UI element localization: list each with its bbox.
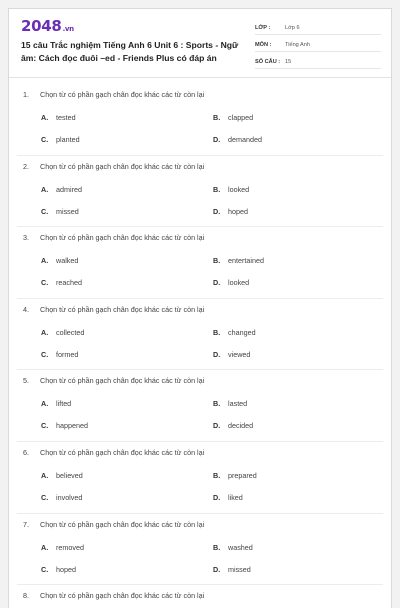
question-prompt: [23, 376, 204, 385]
option-d[interactable]: D. viewed: [213, 349, 251, 359]
question-prompt: [23, 520, 204, 529]
meta-label: MÔN :: [255, 42, 272, 48]
option-a[interactable]: A. admired: [41, 184, 82, 194]
question-text: Chọn từ có phần gạch chân đọc khác các từ còn lại: [40, 376, 205, 386]
worksheet-page: [8, 8, 392, 608]
question-text: Chọn từ có phần gạch chân đọc khác các từ còn lại: [40, 447, 205, 457]
meta-value: Tiếng Anh: [285, 42, 310, 48]
question-number: 1.: [23, 90, 29, 99]
meta-label: LỚP :: [255, 25, 271, 31]
worksheet-header: [9, 9, 391, 78]
meta-row-grade: [255, 18, 381, 35]
question-item: [9, 370, 391, 442]
question-item: [9, 299, 391, 371]
question-number: 7.: [23, 519, 29, 529]
option-c[interactable]: C. involved: [41, 492, 83, 502]
question-text: Chọn từ có phần gạch chân đọc khác các từ còn lại: [40, 519, 205, 529]
question-prompt: [23, 591, 204, 600]
option-a[interactable]: A. removed: [41, 542, 84, 552]
question-text: Chọn từ có phần gạch chân đọc khác các từ còn lại: [40, 233, 205, 243]
logo-text: 2048: [21, 17, 62, 35]
question-number: 5.: [23, 376, 29, 386]
question-item: [9, 84, 391, 156]
question-list: [9, 84, 391, 608]
question-text: Chọn từ có phần gạch chân đọc khác các từ còn lại: [40, 591, 205, 601]
option-a[interactable]: A. walked: [41, 256, 79, 266]
question-text: Chọn từ có phần gạch chân đọc khác các từ còn lại: [40, 90, 205, 99]
question-number: 6.: [23, 447, 29, 457]
question-item: [9, 442, 391, 514]
meta-row-subject: [255, 35, 381, 52]
option-d[interactable]: D. looked: [213, 278, 250, 288]
document-title: 15 câu Trắc nghiệm Tiếng Anh 6 Unit 6 : Sports - Ngữ âm: Cách đọc đuôi –ed - Friends Plus có đáp án: [21, 40, 239, 63]
meta-label: SỐ CÂU :: [255, 59, 281, 65]
question-text: Chọn từ có phần gạch chân đọc khác các từ còn lại: [40, 161, 205, 171]
option-d[interactable]: D. missed: [213, 564, 251, 574]
option-c[interactable]: C. formed: [41, 349, 79, 359]
option-b[interactable]: B. washed: [213, 542, 253, 552]
question-number: 4.: [23, 304, 29, 314]
meta-value: Lớp 6: [285, 25, 300, 31]
option-c[interactable]: C. hoped: [41, 564, 76, 574]
option-c[interactable]: C. missed: [41, 206, 79, 216]
option-c[interactable]: C. planted: [41, 135, 80, 144]
option-b[interactable]: B. clapped: [213, 113, 254, 122]
site-logo[interactable]: [21, 17, 74, 35]
question-item: [9, 585, 391, 608]
question-number: 8.: [23, 591, 29, 601]
meta-info: [255, 18, 381, 69]
option-b[interactable]: B. lasted: [213, 399, 248, 409]
question-prompt: [23, 305, 204, 314]
option-c[interactable]: C. happened: [41, 421, 88, 431]
logo-tld: .vn: [62, 25, 74, 33]
question-number: 3.: [23, 233, 29, 243]
option-d[interactable]: D. liked: [213, 492, 243, 502]
option-d[interactable]: D. demanded: [213, 135, 262, 144]
option-c[interactable]: C. reached: [41, 278, 82, 288]
question-prompt: [23, 162, 204, 171]
option-d[interactable]: D. hoped: [213, 206, 248, 216]
option-a[interactable]: A. tested: [41, 113, 76, 122]
question-prompt: [23, 448, 204, 457]
option-b[interactable]: B. looked: [213, 184, 250, 194]
option-b[interactable]: B. prepared: [213, 470, 257, 480]
option-a[interactable]: A. collected: [41, 327, 85, 337]
option-a[interactable]: A. lifted: [41, 399, 72, 409]
question-prompt: [23, 233, 204, 242]
question-number: 2.: [23, 161, 29, 171]
option-d[interactable]: D. decided: [213, 421, 254, 431]
option-a[interactable]: A. believed: [41, 470, 83, 480]
meta-value: 15: [285, 59, 292, 65]
meta-row-count: [255, 52, 381, 69]
question-item: [9, 514, 391, 586]
option-b[interactable]: B. changed: [213, 327, 256, 337]
question-item: [9, 227, 391, 299]
question-text: Chọn từ có phần gạch chân đọc khác các từ còn lại: [40, 304, 205, 314]
question-item: [9, 156, 391, 228]
option-b[interactable]: B. entertained: [213, 256, 264, 266]
question-prompt: [23, 90, 204, 99]
